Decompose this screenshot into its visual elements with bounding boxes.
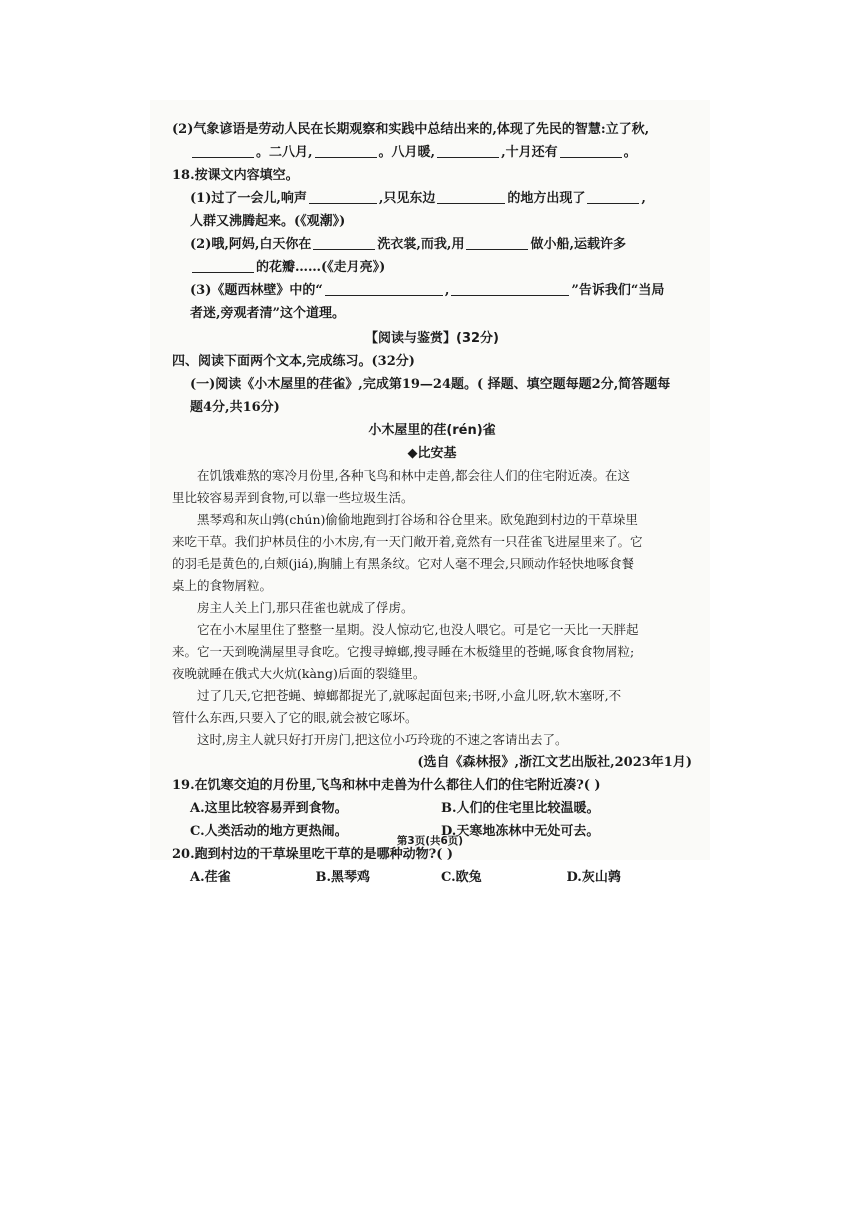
answer-blank[interactable] — [560, 143, 622, 158]
article-p1a: 在饥饿难熬的寒冷月份里,各种飞鸟和林中走兽,都会往人们的住宅附近凑。在这 — [197, 468, 630, 483]
q18-1-line2: 人群又沸腾起来。(《观潮》) — [190, 214, 346, 229]
article-p2a: 黑琴鸡和灰山鹑(chún)偷偷地跑到打谷场和谷仓里来。欧兔跑到村边的干草垛里 — [197, 512, 638, 527]
q19-option-d[interactable]: D.天寒地冻林中无处可去。 — [441, 824, 600, 839]
answer-blank[interactable] — [325, 281, 443, 296]
answer-blank[interactable] — [587, 189, 639, 204]
q20-option-c[interactable]: C.欧兔 — [441, 870, 482, 885]
q19-option-b[interactable]: B.人们的住宅里比较温暖。 — [441, 801, 600, 816]
q18-3b: , — [444, 283, 450, 298]
q20-option-a[interactable]: A.荏雀 — [190, 870, 231, 885]
article-p6: 这时,房主人就只好打开房门,把这位小巧玲珑的不速之客请出去了。 — [197, 732, 568, 747]
answer-blank[interactable] — [451, 281, 569, 296]
q20-option-d[interactable]: D.灰山鹑 — [566, 870, 621, 885]
article-body — [172, 465, 692, 751]
q18-3a: (3)《题西林壁》中的“ — [190, 283, 323, 298]
article-p1b: 里比较容易弄到食物,可以靠一些垃圾生活。 — [172, 490, 414, 505]
article-p2d: 桌上的食物屑粒。 — [172, 578, 273, 593]
q19-stem: 19.在饥寒交迫的月份里,飞鸟和林中走兽为什么都往人们的住宅附近凑?( ) — [172, 778, 601, 793]
q18-3-line1 — [172, 279, 692, 302]
q19-option-a[interactable]: A.这里比较容易弄到食物。 — [190, 801, 348, 816]
q19-option-c[interactable]: C.人类活动的地方更热闹。 — [190, 824, 348, 839]
q18-1-line1 — [172, 187, 692, 210]
answer-blank[interactable] — [437, 189, 505, 204]
q17-2-line2 — [172, 141, 692, 164]
article-source: (选自《森林报》,浙江文艺出版社,2023年1月) — [417, 755, 692, 770]
q18-2-line1 — [172, 233, 692, 256]
q17-2-line1: (2)气象谚语是劳动人民在长期观察和实践中总结出来的,体现了先民的智慧:立了秋, — [172, 122, 650, 137]
article-title: 小木屋里的荏(rén)雀 — [368, 423, 496, 438]
article-p2c: 的羽毛是黄色的,白颊(jiá),胸脯上有黑条纹。它对人毫不理会,只顾动作轻快地啄食餐 — [172, 556, 635, 571]
sub1-head-line1: (一)阅读《小木屋里的荏雀》,完成第19—24题。( 择题、填空题每题2分,简答题每 — [190, 377, 671, 392]
section-title: 【阅读与鉴赏】(32分) — [365, 331, 499, 346]
q18-2-line2 — [172, 256, 692, 279]
q18-1a: (1)过了一会儿,响声 — [190, 191, 307, 206]
q18-2d: 的花瓣……(《走月亮》) — [256, 260, 386, 275]
article-p4b: 来。它一天到晚满屋里寻食吃。它搜寻蟑螂,搜寻睡在木板缝里的苍蝇,啄食食物屑粒; — [172, 644, 635, 659]
answer-blank[interactable] — [192, 143, 254, 158]
q18-1c: 的地方出现了 — [507, 191, 586, 206]
q17-2-seg4: 。 — [623, 145, 637, 160]
q18-2a: (2)哦,阿妈,白天你在 — [190, 237, 312, 252]
q17-2-seg3: ,十月还有 — [501, 145, 558, 160]
article-p4c: 夜晚就睡在俄式大火炕(kàng)后面的裂缝里。 — [172, 666, 426, 681]
article-p5a: 过了几天,它把苍蝇、蟑螂都捉光了,就啄起面包来;书呀,小盒儿呀,软木塞呀,不 — [197, 688, 622, 703]
answer-blank[interactable] — [192, 258, 254, 273]
article-p5b: 管什么东西,只要入了它的眼,就会被它啄坏。 — [172, 710, 418, 725]
article-author: ◆比安基 — [407, 446, 457, 461]
answer-blank[interactable] — [313, 235, 375, 250]
q17-2-seg2: 。八月暖, — [378, 145, 436, 160]
q18-head: 18.按课文内容填空。 — [172, 168, 299, 183]
sub1-head-line2: 题4分,共16分) — [190, 400, 280, 415]
q4-head: 四、阅读下面两个文本,完成练习。(32分) — [172, 354, 415, 369]
q18-2c: 做小船,运载许多 — [530, 237, 626, 252]
answer-blank[interactable] — [315, 143, 377, 158]
answer-blank[interactable] — [466, 235, 528, 250]
answer-blank[interactable] — [437, 143, 499, 158]
q18-3-line2: 者迷,旁观者清”这个道理。 — [190, 306, 346, 321]
q18-3c: ”告诉我们“当局 — [571, 283, 665, 298]
q18-1b: ,只见东边 — [378, 191, 436, 206]
article-p2b: 来吃干草。我们护林员住的小木房,有一天门敞开着,竟然有一只荏雀飞进屋里来了。它 — [172, 534, 643, 549]
q18-2b: 洗衣裳,而我,用 — [377, 237, 465, 252]
article-p3: 房主人关上门,那只荏雀也就成了俘虏。 — [197, 600, 414, 615]
answer-blank[interactable] — [309, 189, 377, 204]
article-p4a: 它在小木屋里住了整整一星期。没人惊动它,也没人喂它。可是它一天比一天胖起 — [197, 622, 639, 637]
q19-options-row1 — [172, 797, 692, 820]
exam-content — [172, 118, 692, 889]
q18-1d: , — [641, 191, 646, 206]
page-footer: 第3页(共6页) — [396, 835, 464, 847]
q20-options — [172, 866, 692, 889]
q20-stem: 20.跑到村边的干草垛里吃干草的是哪种动物?( ) — [172, 847, 454, 862]
q17-2-seg1: 。二八月, — [256, 145, 313, 160]
q20-option-b[interactable]: B.黑琴鸡 — [315, 870, 371, 885]
